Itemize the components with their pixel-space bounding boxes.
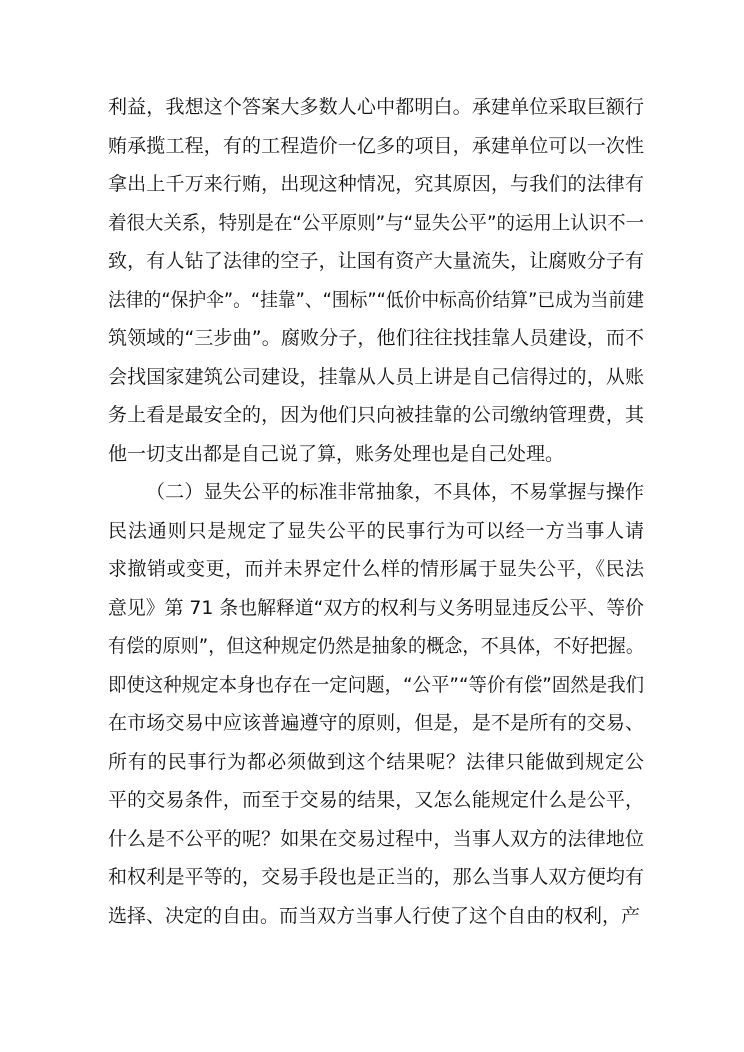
text-line: 着很大关系，特别是在“公平原则”与“显失公平”的运用上认识不一 bbox=[108, 211, 645, 234]
text-line: 即使这种规定本身也存在一定问题，“公平”“等价有偿”固然是我们 bbox=[108, 673, 645, 696]
text-line: 所有的民事行为都必须做到这个结果呢？法律只能做到规定公 bbox=[108, 750, 645, 773]
text-line: 选择、决定的自由。而当双方当事人行使了这个自由的权利，产 bbox=[108, 904, 641, 927]
text-line: 他一切支出都是自己说了算，账务处理也是自己处理。 bbox=[108, 442, 565, 465]
body-text bbox=[108, 88, 644, 935]
text-line: 会找国家建筑公司建设，挂靠从人员上讲是自己信得过的，从账 bbox=[108, 365, 645, 388]
text-line: 拿出上千万来行贿，出现这种情况，究其原因，与我们的法律有 bbox=[108, 173, 645, 195]
text-line: 贿承揽工程，有的工程造价一亿多的项目，承建单位可以一次性 bbox=[108, 134, 645, 157]
section-heading-line: （二）显失公平的标准非常抽象，不具体，不易掌握与操作 bbox=[146, 481, 645, 503]
text-line: 利益，我想这个答案大多数人心中都明白。承建单位采取巨额行 bbox=[108, 96, 645, 118]
text-line: 和权利是平等的，交易手段也是正当的，那么当事人双方便均有 bbox=[108, 866, 645, 888]
text-line: 平的交易条件，而至于交易的结果，又怎么能规定什么是公平， bbox=[108, 789, 645, 811]
text-line: 筑领域的“三步曲”。腐败分子，他们往往找挂靠人员建设，而不 bbox=[108, 327, 645, 349]
text-line: 民法通则只是规定了显失公平的民事行为可以经一方当事人请 bbox=[108, 519, 645, 542]
text-line: 有偿的原则”，但这种规定仍然是抽象的概念，不具体，不好把握。 bbox=[108, 635, 645, 657]
text-line: 务上看是最安全的，因为他们只向被挂靠的公司缴纳管理费，其 bbox=[108, 404, 645, 426]
text-line: 致，有人钻了法律的空子，让国有资产大量流失，让腐败分子有 bbox=[108, 250, 645, 272]
text-line: 求撤销或变更，而并未界定什么样的情形属于显失公平，《民法 bbox=[108, 558, 645, 580]
text-line: 什么是不公平的呢？如果在交易过程中，当事人双方的法律地位 bbox=[108, 827, 645, 850]
text-line: 在市场交易中应该普遍遵守的原则，但是，是不是所有的交易、 bbox=[108, 712, 645, 734]
text-line: 法律的“保护伞”。“挂靠”、“围标”“低价中标高价结算”已成为当前建 bbox=[108, 288, 644, 311]
text-line: 意见》第 71 条也解释道“双方的权利与义务明显违反公平、等价 bbox=[108, 596, 645, 619]
